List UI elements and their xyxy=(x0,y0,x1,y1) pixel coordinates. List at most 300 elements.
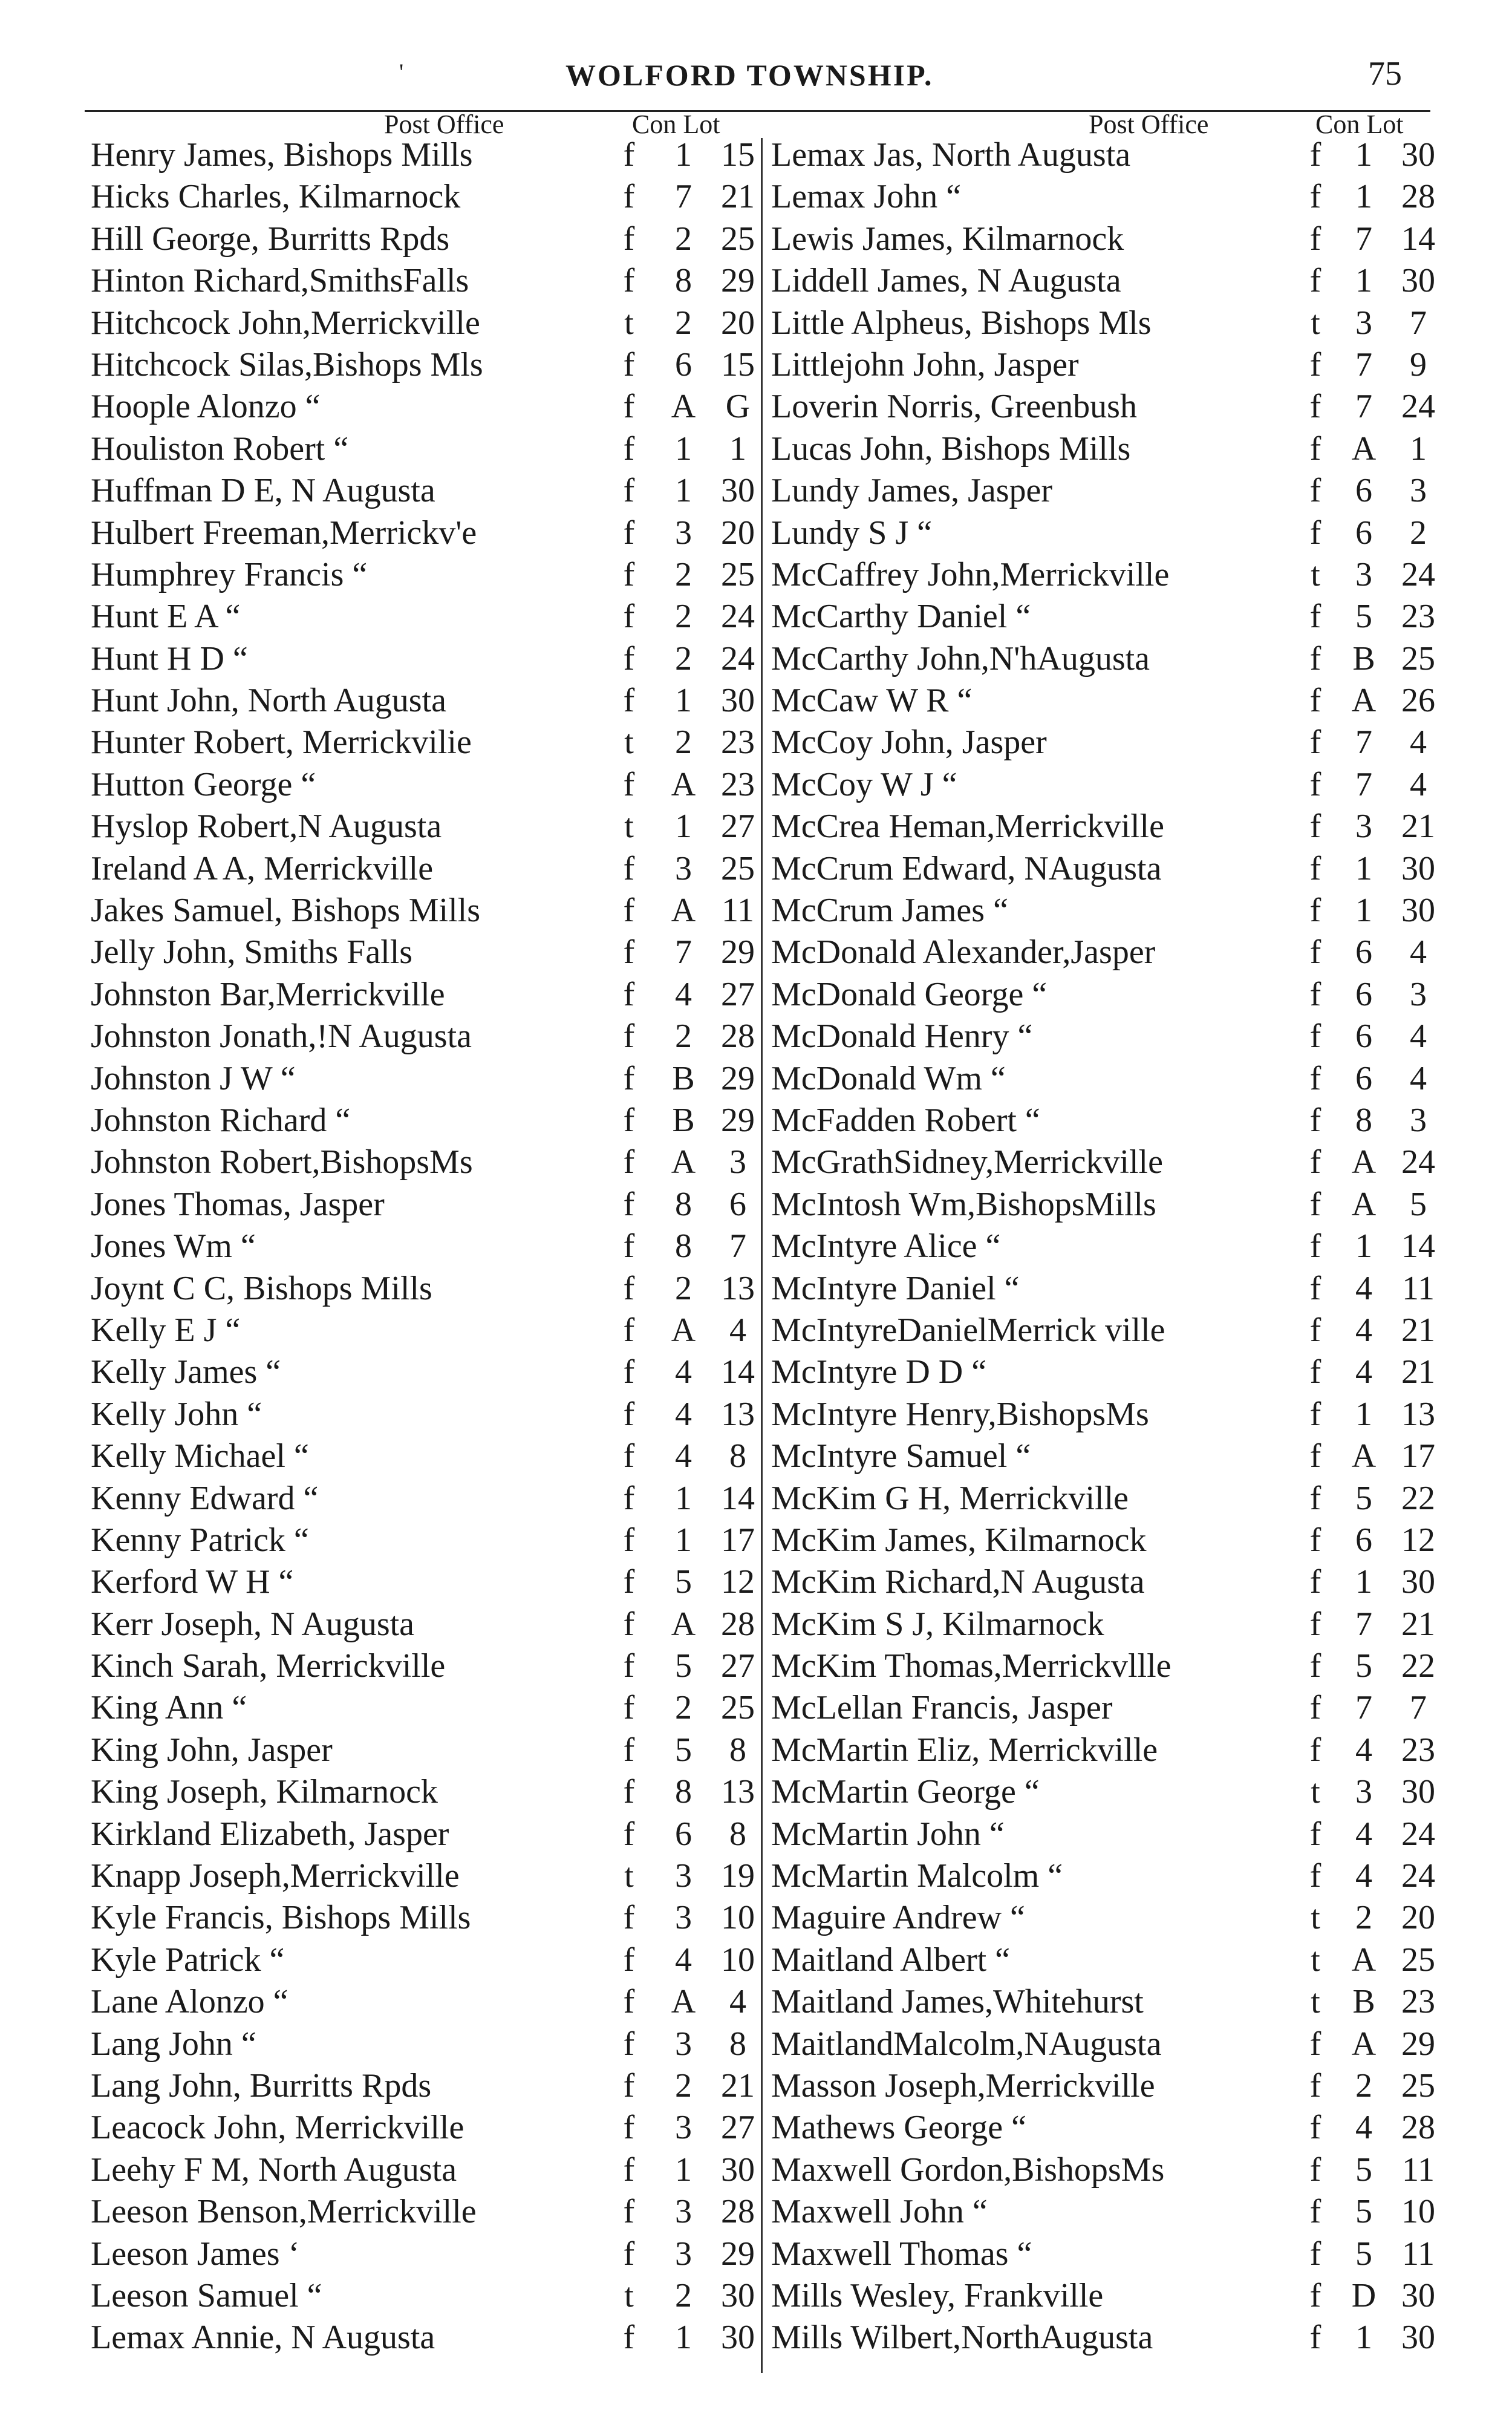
concession: 4 xyxy=(675,1437,692,1475)
directory-entry xyxy=(91,1981,756,2023)
directory-entry xyxy=(91,2191,756,2233)
directory-entry xyxy=(91,2107,756,2149)
concession: 3 xyxy=(1355,1773,1372,1811)
concession: 1 xyxy=(1355,1227,1372,1265)
post-office-type: f xyxy=(1309,2319,1321,2357)
resident-name: King Ann “ xyxy=(91,1689,247,1727)
lot-number: 27 xyxy=(721,2109,755,2147)
concession: 2 xyxy=(675,1689,692,1727)
post-office-type: t xyxy=(1311,555,1320,593)
post-office-type: f xyxy=(1309,1689,1321,1727)
post-office-type: f xyxy=(1309,1269,1321,1307)
lot-number: G xyxy=(725,388,751,426)
post-office-type: f xyxy=(1309,2025,1321,2063)
concession: 7 xyxy=(675,178,692,216)
post-office-type: f xyxy=(1309,2193,1321,2231)
concession: 3 xyxy=(675,514,692,552)
directory-entry xyxy=(771,1351,1442,1393)
concession: 1 xyxy=(675,1521,692,1559)
post-office-type: f xyxy=(623,1689,635,1727)
directory-entry xyxy=(91,1310,756,1351)
directory-entry xyxy=(771,344,1442,386)
lot-number: 13 xyxy=(721,1269,755,1307)
resident-name: Hutton George “ xyxy=(91,765,316,803)
concession: 3 xyxy=(675,1899,692,1937)
post-office-type: f xyxy=(1309,1395,1321,1433)
directory-entry xyxy=(771,2023,1442,2065)
resident-name: Maitland Albert “ xyxy=(771,1941,1011,1979)
post-office-type: f xyxy=(1309,808,1321,846)
post-office-type: f xyxy=(623,1647,635,1685)
directory-entry xyxy=(91,848,756,890)
lot-number: 2 xyxy=(1410,514,1427,552)
lot-number: 25 xyxy=(721,849,755,887)
concession: 4 xyxy=(1355,1269,1372,1307)
lot-number: 14 xyxy=(1401,220,1435,258)
directory-entry xyxy=(771,1855,1442,1897)
resident-name: McMartin Malcolm “ xyxy=(771,1857,1063,1895)
directory-entry xyxy=(771,890,1442,932)
resident-name: McMartin Eliz, Merrickville xyxy=(771,1731,1158,1769)
concession: 4 xyxy=(1355,1815,1372,1853)
directory-entry xyxy=(91,386,756,428)
resident-name: Kelly James “ xyxy=(91,1353,281,1391)
directory-entry xyxy=(771,1814,1442,1855)
directory-entry xyxy=(91,470,756,512)
resident-name: Liddell James, N Augusta xyxy=(771,262,1121,300)
page-header xyxy=(0,0,1512,103)
resident-name: Humphrey Francis “ xyxy=(91,555,368,593)
directory-entry xyxy=(91,764,756,806)
directory-entry xyxy=(91,1016,756,1057)
lot-number: 4 xyxy=(1410,1017,1427,1056)
concession: 4 xyxy=(675,975,692,1013)
directory-entry xyxy=(771,932,1442,973)
concession: 1 xyxy=(675,136,692,174)
lot-number: 4 xyxy=(729,1983,746,2021)
resident-name: Johnston Bar,Merrickville xyxy=(91,975,445,1013)
resident-name: Jones Thomas, Jasper xyxy=(91,1185,385,1223)
post-office-type: f xyxy=(1309,1143,1321,1181)
lot-number: 8 xyxy=(729,1815,746,1853)
concession: 8 xyxy=(675,1185,692,1223)
concession: 1 xyxy=(1355,892,1372,930)
lot-number: 24 xyxy=(721,639,755,678)
directory-entry xyxy=(771,1771,1442,1813)
lot-number: 30 xyxy=(721,682,755,720)
post-office-type: f xyxy=(623,2109,635,2147)
post-office-type: f xyxy=(1309,1353,1321,1391)
lot-number: 19 xyxy=(721,1857,755,1895)
concession: 5 xyxy=(1355,2193,1372,2231)
lot-number: 24 xyxy=(1401,388,1435,426)
lot-number: 11 xyxy=(1402,1269,1435,1307)
concession: 2 xyxy=(675,598,692,636)
lot-number: 25 xyxy=(721,1689,755,1727)
concession: 1 xyxy=(1355,136,1372,174)
post-office-type: f xyxy=(623,2235,635,2273)
lot-number: 28 xyxy=(721,1605,755,1643)
post-office-type: f xyxy=(623,2025,635,2063)
post-office-type: f xyxy=(1309,1815,1321,1853)
post-office-type: f xyxy=(623,933,635,972)
post-office-type: f xyxy=(623,892,635,930)
resident-name: McCrum Edward, NAugusta xyxy=(771,849,1162,887)
lot-number: 22 xyxy=(1401,1647,1435,1685)
resident-name: Kenny Patrick “ xyxy=(91,1521,309,1559)
post-office-type: f xyxy=(1309,472,1321,510)
post-office-type: f xyxy=(623,1983,635,2021)
resident-name: McIntyre Samuel “ xyxy=(771,1437,1031,1475)
resident-name: Lang John “ xyxy=(91,2025,256,2063)
post-office-type: f xyxy=(1309,2235,1321,2273)
post-office-type: f xyxy=(623,2151,635,2189)
right-column xyxy=(771,134,1442,2373)
lot-number: 10 xyxy=(721,1899,755,1937)
directory-entry xyxy=(771,1141,1442,1183)
lot-number: 25 xyxy=(1401,639,1435,678)
lot-number: 11 xyxy=(1402,2151,1435,2189)
directory-entry xyxy=(91,134,756,176)
resident-name: McCoy W J “ xyxy=(771,765,957,803)
post-office-type: f xyxy=(623,1773,635,1811)
lot-number: 21 xyxy=(1401,808,1435,846)
lot-number: 24 xyxy=(721,598,755,636)
directory-entry xyxy=(91,176,756,218)
post-office-type: f xyxy=(623,1185,635,1223)
resident-name: Kerr Joseph, N Augusta xyxy=(91,1605,415,1643)
concession: D xyxy=(1351,2276,1377,2314)
directory-entry xyxy=(91,428,756,470)
post-office-type: f xyxy=(1309,1479,1321,1517)
post-office-type: f xyxy=(623,1941,635,1979)
resident-name: Hitchcock John,Merrickville xyxy=(91,304,480,342)
resident-name: McMartin John “ xyxy=(771,1815,1005,1853)
directory-entry xyxy=(91,1814,756,1855)
post-office-type: f xyxy=(623,1563,635,1601)
concession: B xyxy=(1352,1983,1375,2021)
post-office-type: f xyxy=(1309,1437,1321,1475)
resident-name: MaitlandMalcolm,NAugusta xyxy=(771,2025,1162,2063)
concession: 3 xyxy=(675,2025,692,2063)
post-office-type: f xyxy=(623,1395,635,1433)
directory-entry xyxy=(771,1100,1442,1141)
lot-number: 21 xyxy=(1401,1353,1435,1391)
directory-entry xyxy=(771,1394,1442,1435)
directory-entry xyxy=(91,974,756,1016)
resident-name: McIntyre Daniel “ xyxy=(771,1269,1020,1307)
concession: 7 xyxy=(1355,1689,1372,1727)
resident-name: Little Alpheus, Bishops Mls xyxy=(771,304,1152,342)
resident-name: McCrea Heman,Merrickville xyxy=(771,808,1164,846)
resident-name: McCaffrey John,Merrickville xyxy=(771,555,1170,593)
concession: 1 xyxy=(1355,849,1372,887)
lot-number: 30 xyxy=(721,2151,755,2189)
resident-name: McFadden Robert “ xyxy=(771,1101,1040,1139)
concession: 4 xyxy=(1355,1857,1372,1895)
resident-name: McIntyre Henry,BishopsMs xyxy=(771,1395,1149,1433)
lot-number: 24 xyxy=(1401,555,1435,593)
concession: B xyxy=(672,1101,695,1139)
directory-entry xyxy=(771,1184,1442,1226)
directory-entry xyxy=(771,554,1442,596)
directory-entry xyxy=(91,1855,756,1897)
concession: 4 xyxy=(675,1353,692,1391)
resident-name: McIntyre Alice “ xyxy=(771,1227,1001,1265)
resident-name: McIntosh Wm,BishopsMills xyxy=(771,1185,1156,1223)
resident-name: Lundy James, Jasper xyxy=(771,472,1053,510)
lot-number: 21 xyxy=(1401,1605,1435,1643)
concession: 6 xyxy=(1355,1017,1372,1056)
resident-name: Knapp Joseph,Merrickville xyxy=(91,1857,460,1895)
lot-number: 28 xyxy=(721,1017,755,1056)
directory-entry xyxy=(91,1939,756,1981)
directory-entry xyxy=(91,1897,756,1939)
post-office-type: f xyxy=(1309,1101,1321,1139)
concession: 2 xyxy=(675,723,692,762)
concession: 3 xyxy=(675,2109,692,2147)
concession: 5 xyxy=(1355,1479,1372,1517)
post-office-type: f xyxy=(623,262,635,300)
post-office-type: t xyxy=(624,304,634,342)
post-office-type: t xyxy=(624,1857,634,1895)
resident-name: Johnston Richard “ xyxy=(91,1101,351,1139)
resident-name: McMartin George “ xyxy=(771,1773,1040,1811)
resident-name: McIntyreDanielMerrick ville xyxy=(771,1311,1165,1349)
resident-name: Littlejohn John, Jasper xyxy=(771,345,1079,384)
concession: A xyxy=(671,1311,696,1349)
resident-name: Maxwell Gordon,BishopsMs xyxy=(771,2151,1165,2189)
left-con-lot-heading: Con Lot xyxy=(632,109,720,139)
post-office-type: f xyxy=(623,1437,635,1475)
directory-entry xyxy=(91,596,756,638)
concession: 6 xyxy=(1355,472,1372,510)
resident-name: Lang John, Burritts Rpds xyxy=(91,2066,432,2105)
post-office-type: f xyxy=(623,388,635,426)
concession: 1 xyxy=(675,429,692,468)
post-office-type: f xyxy=(623,598,635,636)
lot-number: 30 xyxy=(1401,2276,1435,2314)
directory-entry xyxy=(91,218,756,260)
concession: 3 xyxy=(1355,304,1372,342)
concession: 2 xyxy=(1355,2066,1372,2105)
resident-name: Masson Joseph,Merrickville xyxy=(771,2066,1155,2105)
directory-entry xyxy=(771,596,1442,638)
resident-name: Houliston Robert “ xyxy=(91,429,349,468)
resident-name: McKim G H, Merrickville xyxy=(771,1479,1129,1517)
lot-number: 27 xyxy=(721,1647,755,1685)
concession: 2 xyxy=(675,555,692,593)
directory-entry xyxy=(771,1310,1442,1351)
directory-entry xyxy=(771,638,1442,680)
lot-number: 13 xyxy=(721,1395,755,1433)
resident-name: Hitchcock Silas,Bishops Mls xyxy=(91,345,483,384)
resident-name: Maguire Andrew “ xyxy=(771,1899,1025,1937)
resident-name: King John, Jasper xyxy=(91,1731,333,1769)
directory-entry xyxy=(771,218,1442,260)
post-office-type: f xyxy=(623,2193,635,2231)
resident-name: McCrum James “ xyxy=(771,892,1008,930)
resident-name: Maitland James,Whitehurst xyxy=(771,1983,1144,2021)
post-office-type: f xyxy=(623,639,635,678)
lot-number: 20 xyxy=(721,514,755,552)
directory-entry xyxy=(91,2275,756,2317)
concession: 3 xyxy=(1355,555,1372,593)
post-office-type: f xyxy=(1309,1227,1321,1265)
directory-entry xyxy=(91,1478,756,1520)
resident-name: Mathews George “ xyxy=(771,2109,1026,2147)
directory-entry xyxy=(771,722,1442,763)
concession: 6 xyxy=(675,1815,692,1853)
directory-entry xyxy=(91,2317,756,2359)
post-office-type: f xyxy=(1309,1017,1321,1056)
concession: 3 xyxy=(1355,808,1372,846)
resident-name: Hulbert Freeman,Merrickv'e xyxy=(91,514,477,552)
resident-name: Mills Wesley, Frankville xyxy=(771,2276,1104,2314)
directory-entry xyxy=(771,1604,1442,1645)
directory-entry xyxy=(771,680,1442,722)
directory-entry xyxy=(771,1687,1442,1729)
concession: 4 xyxy=(675,1941,692,1979)
resident-name: Hill George, Burritts Rpds xyxy=(91,220,450,258)
post-office-type: f xyxy=(623,1269,635,1307)
directory-entry xyxy=(771,1897,1442,1939)
lot-number: 17 xyxy=(1401,1437,1435,1475)
post-office-type: f xyxy=(1309,849,1321,887)
lot-number: 21 xyxy=(721,2066,755,2105)
resident-name: Johnston Robert,BishopsMs xyxy=(91,1143,473,1181)
resident-name: McDonald Alexander,Jasper xyxy=(771,933,1156,972)
directory-entry xyxy=(91,722,756,763)
resident-name: Hinton Richard,SmithsFalls xyxy=(91,262,469,300)
resident-name: Hyslop Robert,N Augusta xyxy=(91,808,442,846)
concession: 1 xyxy=(675,2151,692,2189)
concession: 7 xyxy=(1355,220,1372,258)
resident-name: Lucas John, Bishops Mills xyxy=(771,429,1131,468)
directory-entry xyxy=(771,260,1442,302)
lot-number: 8 xyxy=(729,2025,746,2063)
directory-entry xyxy=(771,1058,1442,1100)
concession: 5 xyxy=(1355,2235,1372,2273)
post-office-type: f xyxy=(1309,429,1321,468)
directory-entry xyxy=(91,1645,756,1687)
resident-name: McIntyre D D “ xyxy=(771,1353,987,1391)
resident-name: Leacock John, Merrickville xyxy=(91,2109,464,2147)
lot-number: 3 xyxy=(1410,975,1427,1013)
directory-entry xyxy=(91,302,756,344)
concession: A xyxy=(1351,1143,1377,1181)
directory-entry xyxy=(771,1268,1442,1310)
concession: 7 xyxy=(1355,388,1372,426)
concession: A xyxy=(1351,1185,1377,1223)
concession: 2 xyxy=(675,2066,692,2105)
lot-number: 30 xyxy=(1401,892,1435,930)
resident-name: Lane Alonzo “ xyxy=(91,1983,288,2021)
lot-number: 3 xyxy=(1410,1101,1427,1139)
post-office-type: t xyxy=(624,2276,634,2314)
directory-entry xyxy=(771,176,1442,218)
resident-name: Mills Wilbert,NorthAugusta xyxy=(771,2319,1153,2357)
concession: A xyxy=(671,1143,696,1181)
concession: 7 xyxy=(1355,1605,1372,1643)
resident-name: Loverin Norris, Greenbush xyxy=(771,388,1137,426)
lot-number: 30 xyxy=(721,2276,755,2314)
lot-number: 20 xyxy=(721,304,755,342)
resident-name: Hunt E A “ xyxy=(91,598,241,636)
resident-name: Jelly John, Smiths Falls xyxy=(91,933,413,972)
resident-name: King Joseph, Kilmarnock xyxy=(91,1773,438,1811)
resident-name: Jones Wm “ xyxy=(91,1227,256,1265)
header-rule xyxy=(85,110,1430,112)
lot-number: 27 xyxy=(721,975,755,1013)
resident-name: McKim Thomas,Merrickvllle xyxy=(771,1647,1171,1685)
post-office-type: f xyxy=(1309,723,1321,762)
lot-number: 24 xyxy=(1401,1815,1435,1853)
lot-number: 12 xyxy=(721,1563,755,1601)
directory-entry xyxy=(91,806,756,847)
directory-entry xyxy=(771,134,1442,176)
directory-entry xyxy=(771,2107,1442,2149)
post-office-type: f xyxy=(623,1731,635,1769)
concession: 2 xyxy=(675,639,692,678)
post-office-type: f xyxy=(623,1815,635,1853)
lot-number: 1 xyxy=(1410,429,1427,468)
post-office-type: t xyxy=(1311,1983,1320,2021)
concession: 6 xyxy=(1355,933,1372,972)
concession: 1 xyxy=(1355,262,1372,300)
resident-name: Lemax Jas, North Augusta xyxy=(771,136,1131,174)
post-office-type: f xyxy=(623,1101,635,1139)
concession: 2 xyxy=(675,220,692,258)
lot-number: 4 xyxy=(1410,1059,1427,1097)
concession: 4 xyxy=(675,1395,692,1433)
concession: 2 xyxy=(675,1017,692,1056)
concession: A xyxy=(1351,2025,1377,2063)
directory-entry xyxy=(771,2233,1442,2275)
lot-number: 12 xyxy=(1401,1521,1435,1559)
lot-number: 30 xyxy=(1401,2319,1435,2357)
concession: 1 xyxy=(675,1479,692,1517)
lot-number: 20 xyxy=(1401,1899,1435,1937)
directory-entry xyxy=(91,1184,756,1226)
right-post-office-heading: Post Office xyxy=(1089,109,1209,139)
lot-number: 28 xyxy=(1401,178,1435,216)
directory-entry xyxy=(91,512,756,554)
concession: A xyxy=(671,388,696,426)
concession: 5 xyxy=(1355,2151,1372,2189)
lot-number: 4 xyxy=(729,1311,746,1349)
concession: 8 xyxy=(675,262,692,300)
directory-entry xyxy=(771,848,1442,890)
right-con-lot-heading: Con Lot xyxy=(1315,109,1404,139)
concession: 8 xyxy=(675,1773,692,1811)
directory-entry xyxy=(771,512,1442,554)
directory-entry xyxy=(91,1100,756,1141)
lot-number: 30 xyxy=(1401,1773,1435,1811)
post-office-type: f xyxy=(1309,1185,1321,1223)
lot-number: 7 xyxy=(729,1227,746,1265)
directory-entry xyxy=(771,428,1442,470)
resident-name: McCoy John, Jasper xyxy=(771,723,1047,762)
resident-name: McDonald George “ xyxy=(771,975,1048,1013)
concession: A xyxy=(1351,682,1377,720)
lot-number: 30 xyxy=(1401,136,1435,174)
concession: A xyxy=(1351,429,1377,468)
lot-number: 24 xyxy=(1401,1143,1435,1181)
directory-entry xyxy=(91,1351,756,1393)
lot-number: 15 xyxy=(721,136,755,174)
post-office-type: f xyxy=(623,1227,635,1265)
